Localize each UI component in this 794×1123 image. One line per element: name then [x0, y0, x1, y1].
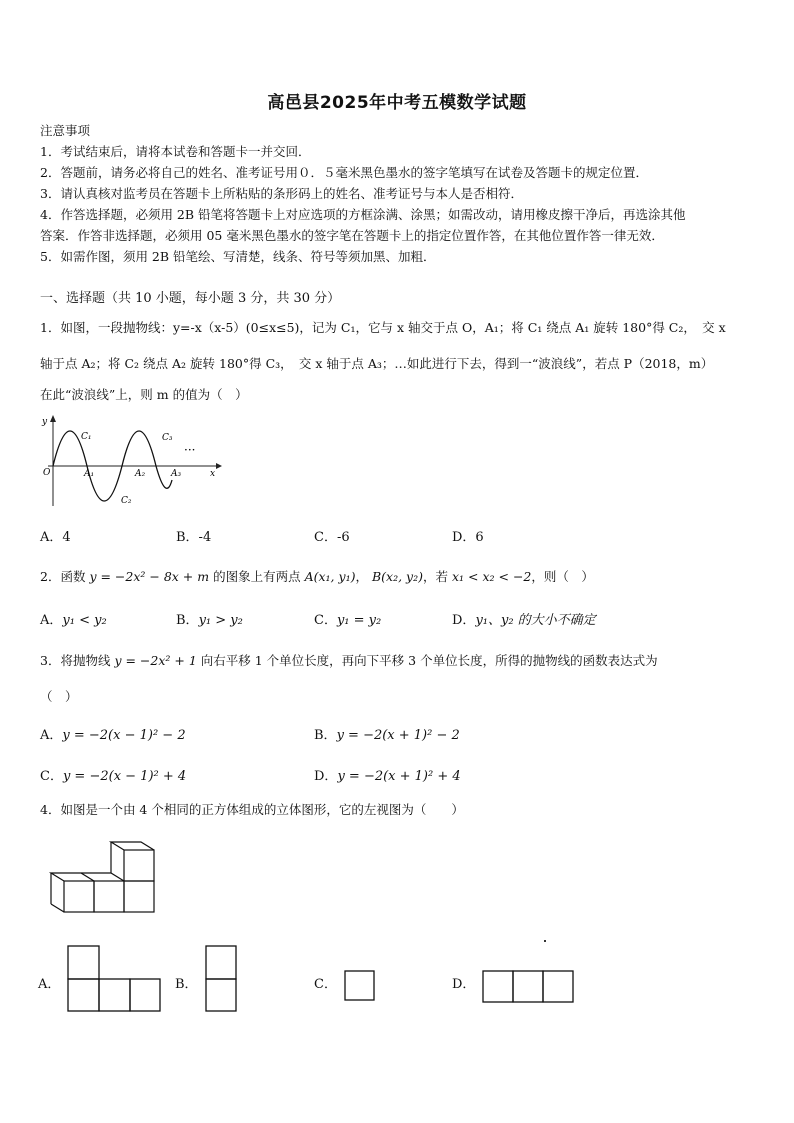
- q2-option-a-text: y₁ < y₂: [62, 613, 107, 628]
- q2-option-b[interactable]: [176, 609, 243, 628]
- curve-label-c3: C₃: [162, 433, 173, 443]
- q3-option-d-text: y = −2(x + 1)² + 4: [337, 769, 461, 784]
- notice-line-2: 2．答题前，请务必将自己的姓名、准考证号用０．５毫米黑色墨水的签字笔填写在试卷及答题卡的规定位置．: [40, 165, 648, 180]
- q1-option-d[interactable]: D．6: [452, 530, 484, 545]
- q3-suffix: 向右平移 1 个单位长度，再向下平移 3 个单位长度，所得的抛物线的函数表达式为: [200, 653, 658, 668]
- q3-formula: y = −2x² + 1: [114, 653, 197, 668]
- q2-mid: 的图象上有两点: [213, 569, 301, 584]
- q3-line-2: （ ）: [40, 689, 78, 704]
- q3-option-d[interactable]: [314, 765, 461, 784]
- q2-suffix: ，则（ ）: [531, 569, 594, 584]
- q4-option-a[interactable]: A．: [38, 977, 61, 992]
- q4-option-d[interactable]: D．: [452, 977, 476, 992]
- q2-option-a[interactable]: [40, 609, 107, 628]
- q2-option-b-label: B．: [176, 613, 199, 628]
- q4-option-d-view[interactable]: [481, 969, 577, 1005]
- y-axis-arrow: [50, 415, 56, 422]
- q4-stem: 4．如图是一个由 4 个相同的正方体组成的立体图形，它的左视图为（ ）: [40, 802, 464, 817]
- q3-option-a-label: A．: [40, 728, 63, 743]
- q2-option-c[interactable]: [314, 609, 381, 628]
- q3-option-d-label: D．: [314, 769, 338, 784]
- q3-option-a-text: y = −2(x − 1)² − 2: [62, 728, 186, 743]
- q1-line-1: 1．如图，一段抛物线：y=-x（x-5）(0≤x≤5)，记为 C₁，它与 x 轴交于点 O，A₁；将 C₁ 绕点 A₁ 旋转 180°得 C₂， 交 x: [40, 320, 726, 335]
- q2-option-b-text: y₁ > y₂: [198, 613, 243, 628]
- q4-option-b-view[interactable]: [204, 944, 240, 1014]
- q3-option-b-label: B．: [314, 728, 337, 743]
- q2-option-c-text: y₁ = y₂: [336, 613, 382, 628]
- q1-option-b[interactable]: B．-4: [176, 530, 212, 545]
- q2-stem: [40, 567, 594, 585]
- q4-solid-figure: [46, 836, 158, 916]
- page-title: 高邑县2025年中考五模数学试题: [267, 93, 527, 113]
- q3-option-b[interactable]: [314, 724, 460, 743]
- q3-option-b-text: y = −2(x + 1)² − 2: [336, 728, 460, 743]
- q1-line-2: 轴于点 A₂；将 C₂ 绕点 A₂ 旋转 180°得 C₃， 交 x 轴于点 A₃；…如此进行下去，得到一“波浪线”，若点 P（2018，m）: [40, 356, 714, 371]
- x-axis-label: x: [210, 469, 216, 479]
- stray-dot: [544, 940, 546, 942]
- curve-label-c1: C₁: [81, 432, 92, 442]
- q2-option-d-label: D．: [452, 613, 476, 628]
- q1-option-a[interactable]: A．4: [40, 530, 71, 545]
- q3-option-c-text: y = −2(x − 1)² + 4: [62, 769, 187, 784]
- q2-option-a-label: A．: [40, 613, 63, 628]
- q1-option-c[interactable]: C．-6: [314, 530, 350, 545]
- q3-option-c[interactable]: [40, 765, 186, 784]
- origin-label: O: [43, 468, 51, 478]
- notice-line-3: 3．请认真核对监考员在答题卡上所粘贴的条形码上的姓名、准考证号与本人是否相符．: [40, 186, 523, 201]
- q2-sep: ，: [355, 569, 368, 584]
- notice-heading: 注意事项: [40, 123, 91, 138]
- q3-option-a[interactable]: [40, 724, 186, 743]
- cube-front-top: [124, 850, 154, 881]
- notice-line-4: 4．作答选择题，必须用 2B 铅笔将答题卡上对应选项的方框涂满、涂黑；如需改动，请用橡皮擦干净后，再选涂其他: [40, 207, 686, 222]
- notice-line-5: 答案．作答非选择题，必须用 05 毫米黑色墨水的签字笔在答题卡上的指定位置作答，在其他位置作答一律无效．: [40, 228, 664, 243]
- q4-option-c[interactable]: C．: [314, 977, 337, 992]
- point-label-a1: A₁: [84, 469, 95, 479]
- q2-formula: y = −2x² − 8x + m: [89, 569, 210, 584]
- y-axis-label: y: [42, 417, 48, 427]
- q3-prefix: 3．将抛物线: [40, 653, 111, 668]
- cube-top-top: [111, 842, 154, 850]
- point-label-a2: A₂: [135, 469, 146, 479]
- q2-point-a: A(x₁, y₁): [304, 569, 356, 584]
- q1-wave-graph: [38, 410, 223, 510]
- q4-option-b[interactable]: B．: [175, 977, 198, 992]
- q4-option-a-view[interactable]: [66, 944, 162, 1014]
- q2-prefix: 2．函数: [40, 569, 86, 584]
- cube-front-1: [64, 881, 94, 912]
- q2-option-d-text: y₁、y₂ 的大小不确定: [475, 613, 596, 628]
- cube-front-3: [124, 881, 154, 912]
- q4-option-c-view[interactable]: [343, 969, 377, 1003]
- q2-point-b: B(x₂, y₂): [371, 569, 423, 584]
- x-axis-arrow: [216, 463, 222, 469]
- q3-stem: [40, 651, 658, 669]
- q2-option-c-label: C．: [314, 613, 337, 628]
- q2-option-d[interactable]: [452, 609, 596, 628]
- notice-line-1: 1．考试结束后，请将本试卷和答题卡一并交回．: [40, 144, 311, 159]
- point-label-a3: A₃: [171, 469, 182, 479]
- q2-cond-prefix: ，若: [423, 569, 449, 584]
- curve-label-c2: C₂: [121, 496, 132, 506]
- section-heading: 一、选择题（共 10 小题，每小题 3 分，共 30 分）: [40, 291, 341, 306]
- q1-line-3: 在此“波浪线”上，则 m 的值为（ ）: [40, 387, 248, 402]
- q2-condition: x₁ < x₂ < −2: [452, 569, 532, 584]
- ellipsis-mark: ···: [184, 443, 196, 457]
- cube-front-2: [94, 881, 124, 912]
- notice-line-6: 5．如需作图，须用 2B 铅笔绘、写清楚，线条、符号等须加黑、加粗．: [40, 249, 436, 264]
- left-side-edge-bottom: [51, 904, 64, 912]
- q3-option-c-label: C．: [40, 769, 63, 784]
- cube-top-1: [51, 873, 94, 881]
